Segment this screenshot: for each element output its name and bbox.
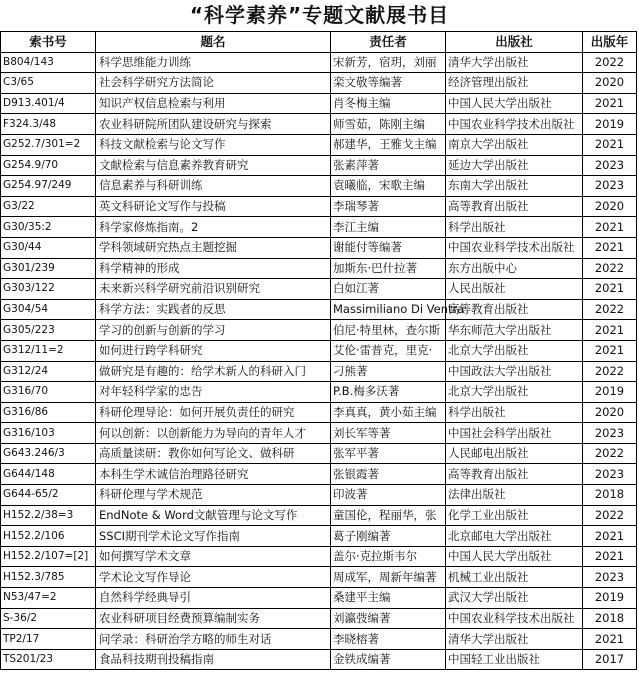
publisher-cell: 武汉大学出版社 <box>446 588 583 609</box>
table-row <box>1 176 637 197</box>
year-cell: 2022 <box>583 299 637 320</box>
table-row <box>1 649 637 670</box>
table-row <box>1 279 637 300</box>
title-cell: 知识产权信息检索与利用 <box>96 93 331 114</box>
author-cell: 印波著 <box>331 485 446 506</box>
title-cell: 做研究是有趣的：给学术新人的科研入门 <box>96 361 331 382</box>
author-cell: 刁熊著 <box>331 361 446 382</box>
author-cell: 桑建平主编 <box>331 588 446 609</box>
year-cell: 2019 <box>583 588 637 609</box>
call-number-cell: H152.2/38=3 <box>1 505 96 526</box>
call-number-cell: F324.3/48 <box>1 114 96 135</box>
title-cell: 文献检索与信息素养教育研究 <box>96 155 331 176</box>
call-number-cell: G303/122 <box>1 279 96 300</box>
year-cell: 2021 <box>583 629 637 650</box>
table-row <box>1 382 637 403</box>
author-cell: 伯尼·特里林，查尔斯 <box>331 320 446 341</box>
year-cell: 2020 <box>583 196 637 217</box>
year-cell: 2023 <box>583 567 637 588</box>
header-publisher: 出版社 <box>446 32 583 53</box>
year-cell: 2022 <box>583 52 637 73</box>
author-cell: 张军平著 <box>331 443 446 464</box>
publisher-cell: 化学工业出版社 <box>446 505 583 526</box>
year-cell: 2021 <box>583 134 637 155</box>
year-cell: 2021 <box>583 340 637 361</box>
page-title: “科学素养”专题文献展书目 <box>189 3 450 27</box>
publisher-cell: 科学出版社 <box>446 402 583 423</box>
title-cell: 对年轻科学家的忠告 <box>96 382 331 403</box>
publisher-cell: 清华大学出版社 <box>446 629 583 650</box>
year-cell: 2017 <box>583 649 637 670</box>
author-cell: 栾文敬等编著 <box>331 73 446 94</box>
publisher-cell: 北京邮电大学出版社 <box>446 526 583 547</box>
title-cell: 科技文献检索与论文写作 <box>96 134 331 155</box>
call-number-cell: G254.9/70 <box>1 155 96 176</box>
call-number-cell: G316/70 <box>1 382 96 403</box>
call-number-cell: G252.7/301=2 <box>1 134 96 155</box>
table-row <box>1 629 637 650</box>
title-cell: 本科生学术诚信治理路径研究 <box>96 464 331 485</box>
author-cell: 盖尔·克拉斯韦尔 <box>331 546 446 567</box>
title-cell: 科研伦理与学术规范 <box>96 485 331 506</box>
call-number-cell: H152.2/106 <box>1 526 96 547</box>
author-cell: 谢能付等编著 <box>331 237 446 258</box>
author-cell: 加斯东·巴什拉著 <box>331 258 446 279</box>
table-row <box>1 588 637 609</box>
table-row <box>1 299 637 320</box>
publisher-cell: 中国农业科学技术出版社 <box>446 237 583 258</box>
year-cell: 2021 <box>583 320 637 341</box>
publisher-cell: 北京大学出版社 <box>446 340 583 361</box>
table-row <box>1 608 637 629</box>
year-cell: 2020 <box>583 73 637 94</box>
call-number-cell: S-36/2 <box>1 608 96 629</box>
call-number-cell: G30/35:2 <box>1 217 96 238</box>
publisher-cell: 人民出版社 <box>446 279 583 300</box>
title-cell: 科学方法：实践者的反思 <box>96 299 331 320</box>
year-cell: 2021 <box>583 93 637 114</box>
publisher-cell: 清华大学出版社 <box>446 52 583 73</box>
publisher-cell: 高等教育出版社 <box>446 299 583 320</box>
publisher-cell: 中国人民大学出版社 <box>446 546 583 567</box>
title-cell: 学习的创新与创新的学习 <box>96 320 331 341</box>
year-cell: 2023 <box>583 464 637 485</box>
table-row <box>1 361 637 382</box>
publisher-cell: 东方出版中心 <box>446 258 583 279</box>
title-cell: 社会科学研究方法简论 <box>96 73 331 94</box>
author-cell: 艾伦·雷普克，里克· <box>331 340 446 361</box>
title-cell: 英文科研论文写作与投稿 <box>96 196 331 217</box>
publisher-cell: 华东师范大学出版社 <box>446 320 583 341</box>
table-header-row <box>1 32 637 53</box>
author-cell: 李江主编 <box>331 217 446 238</box>
publisher-cell: 法律出版社 <box>446 485 583 506</box>
author-cell: 袁曦临，宋歌主编 <box>331 176 446 197</box>
year-cell: 2022 <box>583 361 637 382</box>
author-cell: 葛子刚编著 <box>331 526 446 547</box>
publisher-cell: 人民邮电出版社 <box>446 443 583 464</box>
title-cell: 科学思维能力训练 <box>96 52 331 73</box>
call-number-cell: TP2/17 <box>1 629 96 650</box>
call-number-cell: G312/11=2 <box>1 340 96 361</box>
table-row <box>1 340 637 361</box>
call-number-cell: N53/47=2 <box>1 588 96 609</box>
call-number-cell: G316/86 <box>1 402 96 423</box>
title-cell: 问学录：科研治学方略的师生对话 <box>96 629 331 650</box>
header-year: 出版年 <box>583 32 637 53</box>
year-cell: 2022 <box>583 258 637 279</box>
author-cell: 宋新芳，宿玥，刘丽 <box>331 52 446 73</box>
publisher-cell: 科学出版社 <box>446 217 583 238</box>
author-cell: 周成军，周新年编著 <box>331 567 446 588</box>
title-cell: 食品科技期刊投稿指南 <box>96 649 331 670</box>
call-number-cell: G305/223 <box>1 320 96 341</box>
year-cell: 2018 <box>583 608 637 629</box>
call-number-cell: C3/65 <box>1 73 96 94</box>
publisher-cell: 经济管理出版社 <box>446 73 583 94</box>
call-number-cell: G3/22 <box>1 196 96 217</box>
author-cell: 刘长军等著 <box>331 423 446 444</box>
publisher-cell: 中国农业科学技术出版社 <box>446 114 583 135</box>
title-cell: 如何撰写学术文章 <box>96 546 331 567</box>
call-number-cell: B804/143 <box>1 52 96 73</box>
call-number-cell: G30/44 <box>1 237 96 258</box>
year-cell: 2021 <box>583 526 637 547</box>
year-cell: 2023 <box>583 155 637 176</box>
year-cell: 2021 <box>583 279 637 300</box>
author-cell: 刘瀛弢编著 <box>331 608 446 629</box>
author-cell: 金铁成编著 <box>331 649 446 670</box>
publisher-cell: 机械工业出版社 <box>446 567 583 588</box>
year-cell: 2021 <box>583 217 637 238</box>
table-row <box>1 443 637 464</box>
table-row <box>1 320 637 341</box>
title-cell: 科研伦理导论：如何开展负责任的研究 <box>96 402 331 423</box>
author-cell: 李晓榕著 <box>331 629 446 650</box>
call-number-cell: G644-65/2 <box>1 485 96 506</box>
call-number-cell: H152.3/785 <box>1 567 96 588</box>
call-number-cell: D913.401/4 <box>1 93 96 114</box>
author-cell: 张银霞著 <box>331 464 446 485</box>
table-row <box>1 546 637 567</box>
call-number-cell: G301/239 <box>1 258 96 279</box>
title-cell: 如何进行跨学科研究 <box>96 340 331 361</box>
publisher-cell: 中国人民大学出版社 <box>446 93 583 114</box>
author-cell: 肖冬梅主编 <box>331 93 446 114</box>
table-row <box>1 155 637 176</box>
author-cell: Massimiliano Di Ventra <box>331 299 446 320</box>
table-row <box>1 464 637 485</box>
author-cell: 白如江著 <box>331 279 446 300</box>
year-cell: 2022 <box>583 505 637 526</box>
publisher-cell: 南京大学出版社 <box>446 134 583 155</box>
publisher-cell: 延边大学出版社 <box>446 155 583 176</box>
table-row <box>1 237 637 258</box>
call-number-cell: G644/148 <box>1 464 96 485</box>
author-cell: 郝建华，王雅戈主编 <box>331 134 446 155</box>
call-number-cell: H152.2/107=[2] <box>1 546 96 567</box>
call-number-cell: G254.97/249 <box>1 176 96 197</box>
table-row <box>1 258 637 279</box>
table-row <box>1 134 637 155</box>
title-cell: SSCI期刊学术论文写作指南 <box>96 526 331 547</box>
publisher-cell: 北京大学出版社 <box>446 382 583 403</box>
table-row <box>1 73 637 94</box>
publisher-cell: 中国社会科学出版社 <box>446 423 583 444</box>
publisher-cell: 中国政法大学出版社 <box>446 361 583 382</box>
call-number-cell: G643.246/3 <box>1 443 96 464</box>
table-row <box>1 485 637 506</box>
table-row <box>1 114 637 135</box>
author-cell: 师雪茹，陈刚主编 <box>331 114 446 135</box>
year-cell: 2023 <box>583 176 637 197</box>
author-cell: 李真真，黄小茹主编 <box>331 402 446 423</box>
title-cell: 学科领域研究热点主题挖掘 <box>96 237 331 258</box>
table-row <box>1 217 637 238</box>
title-cell: 学术论文写作导论 <box>96 567 331 588</box>
publisher-cell: 高等教育出版社 <box>446 196 583 217</box>
table-row <box>1 567 637 588</box>
title-cell: 自然科学经典导引 <box>96 588 331 609</box>
year-cell: 2020 <box>583 402 637 423</box>
title-cell: 科学精神的形成 <box>96 258 331 279</box>
year-cell: 2021 <box>583 237 637 258</box>
publisher-cell: 东南大学出版社 <box>446 176 583 197</box>
title-cell: 农业科研院所团队建设研究与探索 <box>96 114 331 135</box>
title-cell: 未来新兴科学研究前沿识别研究 <box>96 279 331 300</box>
title-cell: 信息素养与科研训练 <box>96 176 331 197</box>
call-number-cell: G312/24 <box>1 361 96 382</box>
header-title: 题名 <box>96 32 331 53</box>
title-cell: 何以创新：以创新能力为导向的青年人才 <box>96 423 331 444</box>
author-cell: 张素萍著 <box>331 155 446 176</box>
header-call-number: 索书号 <box>1 32 96 53</box>
book-list-table <box>0 31 637 670</box>
table-row <box>1 402 637 423</box>
title-cell: 农业科研项目经费预算编制实务 <box>96 608 331 629</box>
publisher-cell: 中国农业科学技术出版社 <box>446 608 583 629</box>
table-row <box>1 93 637 114</box>
title-cell: 科学家修炼指南。2 <box>96 217 331 238</box>
author-cell: P.B.梅多沃著 <box>331 382 446 403</box>
year-cell: 2019 <box>583 114 637 135</box>
call-number-cell: G304/54 <box>1 299 96 320</box>
year-cell: 2019 <box>583 382 637 403</box>
table-row <box>1 505 637 526</box>
author-cell: 童国伦，程丽华，张 <box>331 505 446 526</box>
publisher-cell: 高等教育出版社 <box>446 464 583 485</box>
table-row <box>1 423 637 444</box>
year-cell: 2022 <box>583 443 637 464</box>
year-cell: 2018 <box>583 485 637 506</box>
table-row <box>1 52 637 73</box>
author-cell: 李瑞琴著 <box>331 196 446 217</box>
year-cell: 2023 <box>583 423 637 444</box>
title-cell: EndNote & Word文献管理与论文写作 <box>96 505 331 526</box>
publisher-cell: 中国轻工业出版社 <box>446 649 583 670</box>
table-row <box>1 526 637 547</box>
title-cell: 高质量读研：教你如何写论文、做科研 <box>96 443 331 464</box>
header-author: 责任者 <box>331 32 446 53</box>
call-number-cell: TS201/23 <box>1 649 96 670</box>
year-cell: 2021 <box>583 546 637 567</box>
table-row <box>1 196 637 217</box>
call-number-cell: G316/103 <box>1 423 96 444</box>
